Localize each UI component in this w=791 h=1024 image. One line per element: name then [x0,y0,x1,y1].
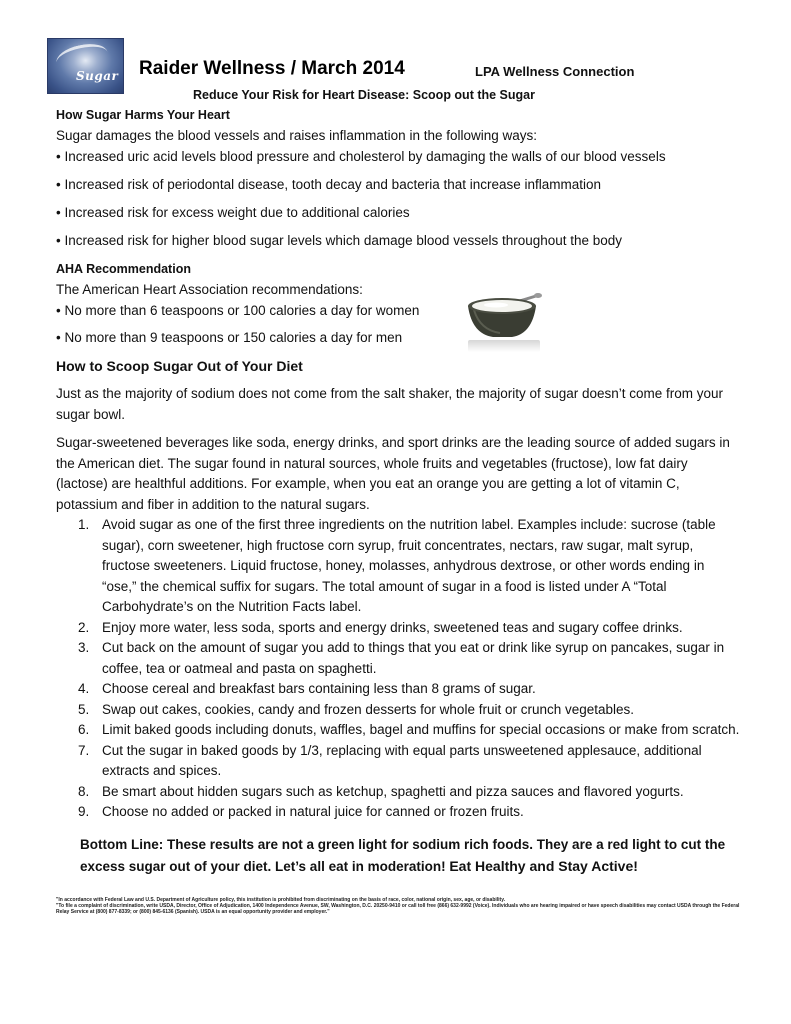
list-item: 2. Enjoy more water, less soda, sports and energy drinks, sweetened teas and sugary coffee drinks. [78,619,683,635]
disclaimer-line-2: "To file a complaint of discrimination, write USDA, Director, Office of Adjudication, 1400 Independence Avenue, SW, Washington, D.C. 20250-9410 or call toll free (866) 632-9992 (Voice). Individuals who are hearing impaired or have speech disabilities may contact USDA through the Federal Relay Service at (800) 877-8339; or (800) 845-6136 (Spanish). USDA is an equal opportunity provider and employer." [56,903,740,916]
bottom-line-text: Bottom Line: These results are not a green light for sodium rich foods. They are a red light to cut the excess sugar out of your diet. Let’s all eat in moderation! [80,837,726,874]
aha-heading: AHA Recommendation [56,262,191,276]
aha-bullet-women: • No more than 6 teaspoons or 100 calories a day for women [56,303,420,318]
harms-intro: Sugar damages the blood vessels and raises inflammation in the following ways: [56,128,538,143]
aha-bullet-men: • No more than 9 teaspoons or 150 calories a day for men [56,330,403,345]
list-item: 9. Choose no added or packed in natural juice for canned or frozen fruits. [78,804,524,819]
bottom-line [80,835,745,877]
logo-text: Sugar [76,69,119,83]
scoop-heading: How to Scoop Sugar Out of Your Diet [56,358,303,374]
harms-bullet-4: • Increased risk for higher blood sugar levels which damage blood vessels throughout the body [56,233,623,248]
sugar-logo [47,38,124,94]
scoop-paragraph-1: Just as the majority of sodium does not come from the salt shaker, the majority of sugar doesn’t come from your sugar bowl. [56,386,724,422]
sugar-bowl-icon [462,290,544,342]
sugar-bowl-image [462,290,544,352]
aha-intro: The American Heart Association recommendations: [56,282,363,297]
harms-bullet-1: • Increased uric acid levels blood pressure and cholesterol by damaging the walls of our blood vessels [56,149,666,164]
bowl-reflection [468,340,540,352]
list-item: 6. Limit baked goods including donuts, waffles, bagel and muffins for special occasions or make from scratch. [78,722,740,737]
harms-bullet-3: • Increased risk for excess weight due to additional calories [56,205,410,220]
organization-name: LPA Wellness Connection [475,64,635,79]
article-subtitle: Reduce Your Risk for Heart Disease: Scoop out the Sugar [193,88,535,102]
list-item: 5. Swap out cakes, cookies, candy and frozen desserts for whole fruit or crunch vegetables. [78,701,635,717]
newsletter-title: Raider Wellness / March 2014 [139,58,405,79]
list-item: 8. Be smart about hidden sugars such as ketchup, spaghetti and pizza sauces and flavored yogurts. [78,783,684,799]
scoop-paragraph-2: Sugar-sweetened beverages like soda, energy drinks, and sport drinks are the leading source of added sugars in the American diet. The sugar found in natural sources, whole fruits and vegetables (fructose), low fat dairy (lactose) are healthful additions. For example, when you eat an orange you are getting a lot of vitamin C, potassium and fiber in addition to the natural sugars. [56,435,730,512]
tips-list [56,515,742,823]
harms-heading: How Sugar Harms Your Heart [56,108,230,122]
usda-disclaimer [56,897,746,916]
bottom-line-emphasis: Eat Healthy and Stay Active! [449,857,638,874]
list-item: 7. Cut the sugar in baked goods by 1/3, replacing with equal parts unsweetened applesauce, additional extracts and spices. [78,742,702,778]
list-item: 4. Choose cereal and breakfast bars containing less than 8 grams of sugar. [78,681,536,696]
list-item: 3. Cut back on the amount of sugar you add to things that you eat or drink like syrup on pancakes, sugar in coffee, tea or oatmeal and pasta on spaghetti. [78,640,725,676]
list-item: 1. Avoid sugar as one of the first three ingredients on the nutrition label. Examples include: sucrose (table sugar), corn sweetener, high fructose corn syrup, fruit concentrates, nectars, raw sugar, malt syrup, fructose sweeteners. Liquid fructose, honey, molasses, anhydrous dextrose, or other words ending in “ose,” the chemical suffix for sugars. The total amount of sugar in a food is listed under A “Total Carbohydrate’s on the Nutrition Facts label. [78,517,716,614]
disclaimer-line-1: "In accordance with Federal Law and U.S. Department of Agriculture policy, this institution is prohibited from discriminating on the basis of race, color, national origin, sex, age, or disability. [56,897,506,903]
harms-bullet-2: • Increased risk of periodontal disease, tooth decay and bacteria that increase inflammation [56,177,602,192]
